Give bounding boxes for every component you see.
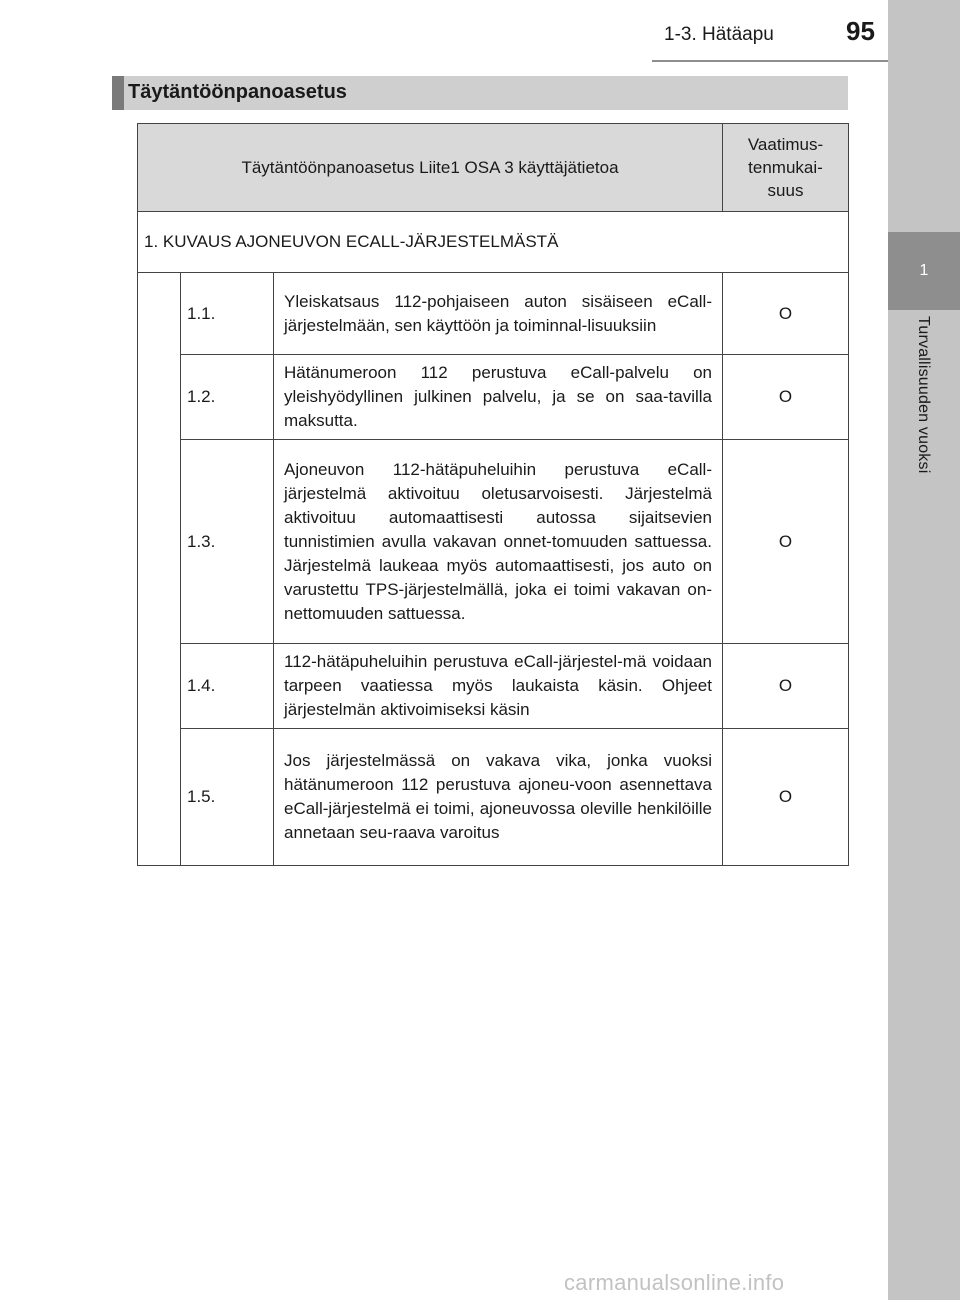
header-compliance-text: Vaatimus-tenmukai-suus — [747, 135, 824, 200]
table-row — [138, 729, 849, 866]
chapter-tab — [888, 232, 960, 310]
row-compliance-mark: O — [723, 729, 849, 866]
page-number: 95 — [846, 16, 875, 46]
row-description: Ajoneuvon 112-hätäpuheluihin perustuva eCall-järjestelmä aktivoituu oletusarvoisesti. Järjestelmä aktivoituu automaattisesti autossa sijaitsevien tunnistimien avulla vakavan onnet-tomuuden sattuessa. Järjestelmä laukeaa myös automaattisesti, jos auto on varustettu TPS-järjestelmällä, joka ei toimi vakavan on-nettomuuden sattuessa. — [274, 440, 723, 644]
compliance-table — [137, 123, 849, 866]
section-heading-text: Täytäntöönpanoasetus — [128, 81, 347, 103]
row-compliance-mark: O — [723, 644, 849, 729]
table-row — [138, 355, 849, 440]
row-description: Yleiskatsaus 112-pohjaiseen auton sisäiseen eCall-järjestelmään, sen käyttöön ja toiminnal-lisuuksiin — [274, 273, 723, 355]
header-main-cell: Täytäntöönpanoasetus Liite1 OSA 3 käyttäjätietoa — [138, 124, 723, 212]
chapter-title-vertical: Turvallisuuden vuoksi — [915, 316, 932, 474]
row-number: 1.1. — [181, 273, 274, 355]
watermark: carmanualsonline.info — [564, 1270, 785, 1295]
table-row — [138, 440, 849, 644]
row-compliance-mark: O — [723, 440, 849, 644]
row-number: 1.3. — [181, 440, 274, 644]
indent-cell — [138, 273, 181, 866]
row-compliance-mark: O — [723, 355, 849, 440]
row-number: 1.4. — [181, 644, 274, 729]
chapter-row — [138, 212, 849, 273]
header-rule — [652, 60, 888, 62]
side-tab-strip — [888, 0, 960, 1300]
table-header-row — [138, 124, 849, 212]
heading-accent-bar — [112, 76, 124, 110]
row-description: Hätänumeroon 112 perustuva eCall-palvelu on yleishyödyllinen julkinen palvelu, ja se on saa-tavilla maksutta. — [274, 355, 723, 440]
chapter-title-cell: 1. KUVAUS AJONEUVON ECALL-JÄRJESTELMÄSTÄ — [138, 212, 849, 273]
row-number: 1.2. — [181, 355, 274, 440]
chapter-number: 1 — [919, 262, 929, 279]
row-description: Jos järjestelmässä on vakava vika, jonka vuoksi hätänumeroon 112 perustuva ajoneu-voon asennettava eCall-järjestelmä ei toimi, ajoneuvossa oleville henkilöille annetaan seu-raava varoitus — [274, 729, 723, 866]
header-compliance-cell — [723, 124, 849, 212]
table-row — [138, 644, 849, 729]
section-heading — [112, 76, 848, 110]
table-row — [138, 273, 849, 355]
row-number: 1.5. — [181, 729, 274, 866]
row-description: 112-hätäpuheluihin perustuva eCall-järjestel-mä voidaan tarpeen vaatiessa myös laukaista käsin. Ohjeet järjestelmän aktivoimiseksi käsin — [274, 644, 723, 729]
row-compliance-mark: O — [723, 273, 849, 355]
section-label: 1-3. Hätäapu — [664, 24, 774, 45]
